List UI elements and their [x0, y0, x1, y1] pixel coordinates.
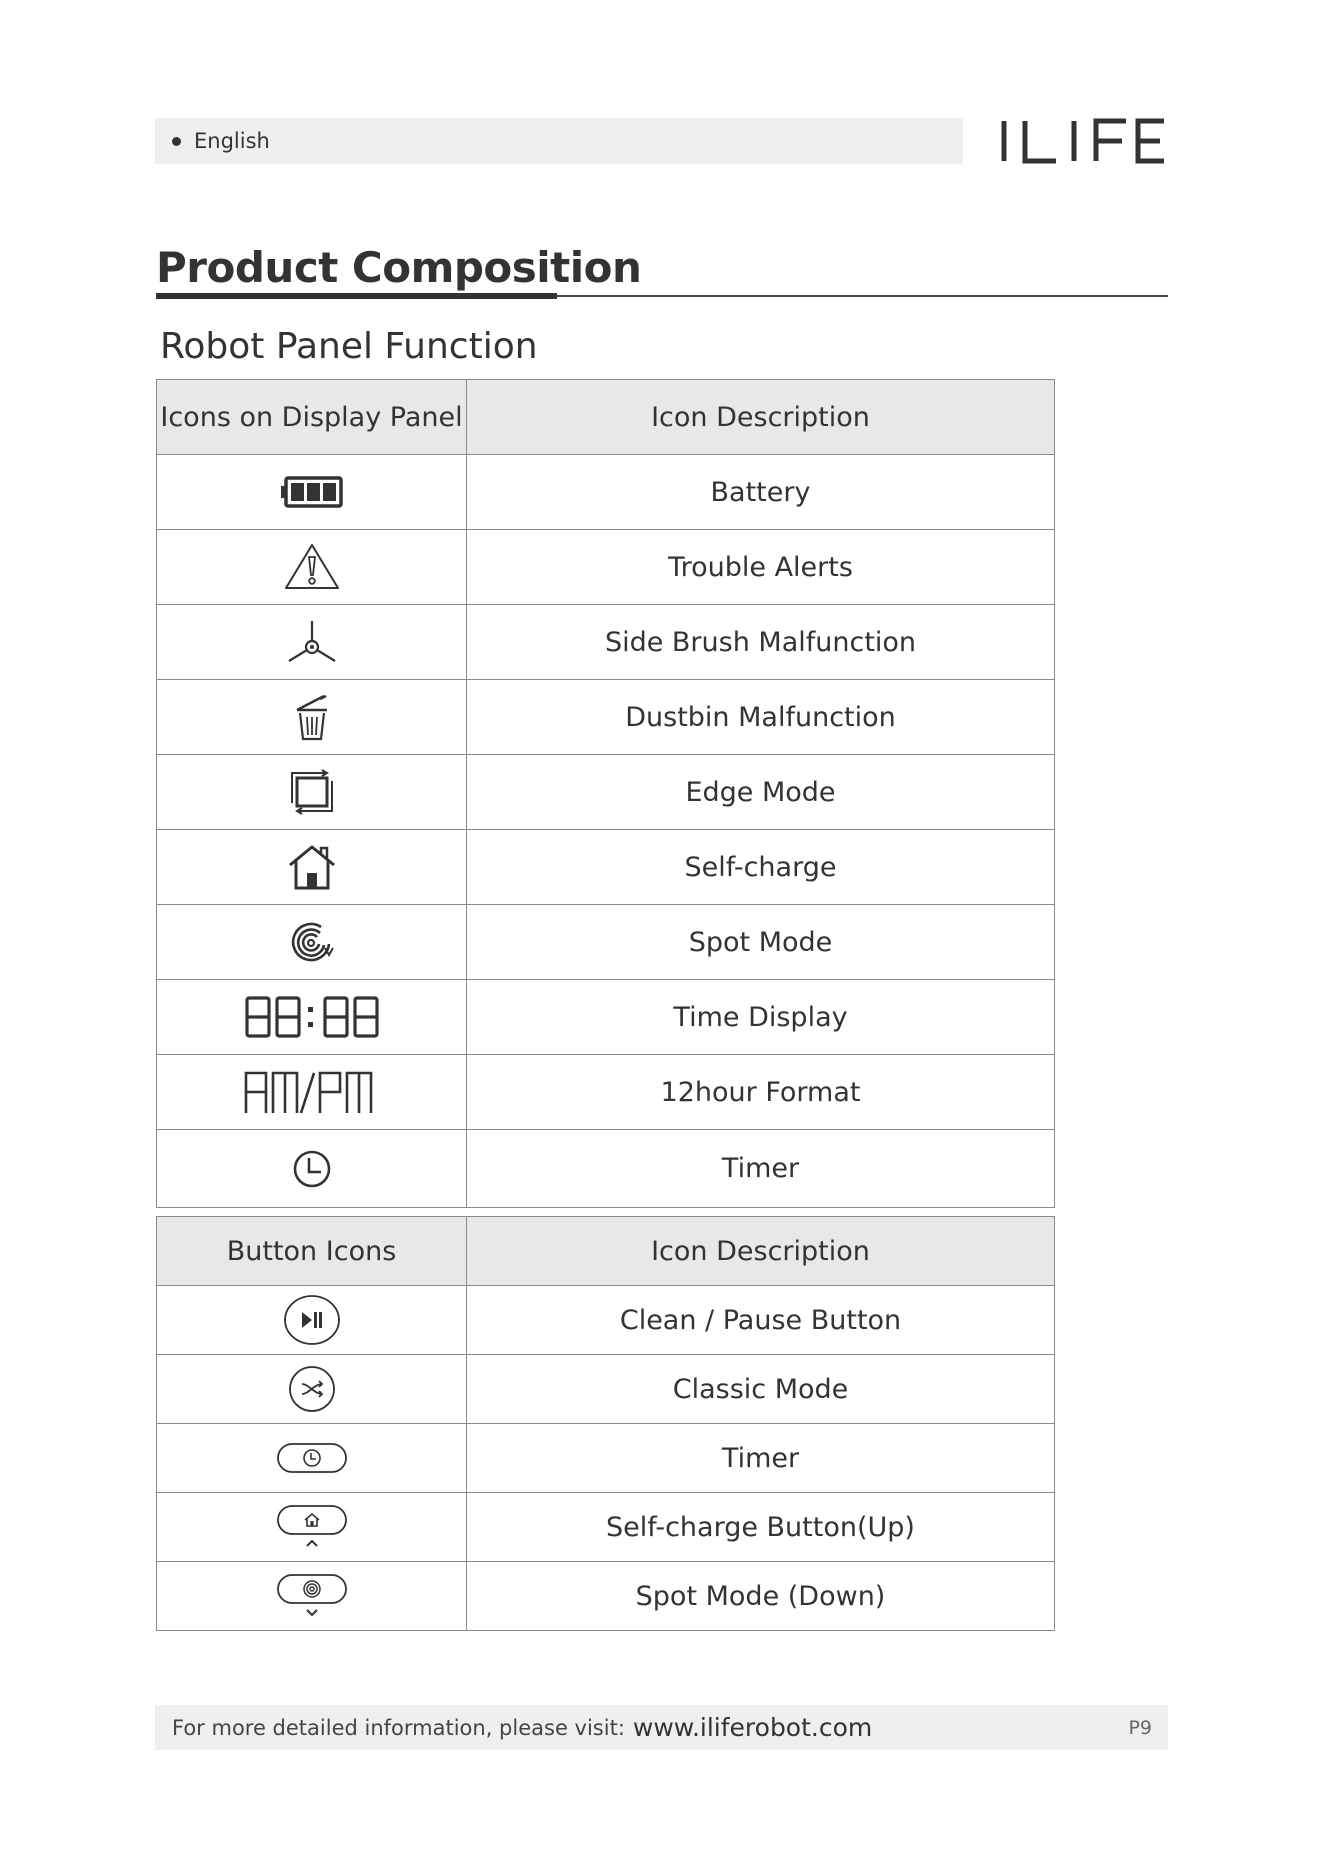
side-brush-icon [286, 619, 338, 665]
table-row [157, 455, 1055, 530]
home-up-button-icon [276, 1504, 348, 1550]
display-panel-table [156, 379, 1055, 1208]
column-header: Icon Description [467, 380, 1055, 455]
row-description: 12hour Format [467, 1055, 1055, 1130]
footer-bar [155, 1705, 1168, 1750]
table-row [157, 1130, 1055, 1208]
row-description: Classic Mode [467, 1355, 1055, 1424]
table-row [157, 1493, 1055, 1562]
column-header: Icons on Display Panel [157, 380, 467, 455]
table-row [157, 830, 1055, 905]
table-row [157, 1424, 1055, 1493]
row-description: Trouble Alerts [467, 530, 1055, 605]
spot-down-button-icon [276, 1573, 348, 1619]
table-row [157, 605, 1055, 680]
column-header: Icon Description [467, 1217, 1055, 1286]
row-description: Side Brush Malfunction [467, 605, 1055, 680]
column-header: Button Icons [157, 1217, 467, 1286]
row-description: Self-charge [467, 830, 1055, 905]
segment-clock-icon [245, 995, 379, 1039]
table-row [157, 1562, 1055, 1631]
ilife-logo [998, 116, 1168, 166]
dustbin-icon [292, 693, 332, 741]
edge-mode-icon [288, 769, 336, 815]
am-pm-icon [244, 1070, 380, 1114]
website-link[interactable]: www.iliferobot.com [632, 1713, 873, 1742]
language-label: English [194, 129, 270, 153]
table-header-row [157, 380, 1055, 455]
shuffle-button-icon [287, 1364, 337, 1414]
table-row [157, 1355, 1055, 1424]
row-description: Edge Mode [467, 755, 1055, 830]
section-title: Product Composition [156, 243, 642, 292]
footer-text: For more detailed information, please visit: [172, 1715, 625, 1740]
table-row [157, 980, 1055, 1055]
warning-triangle-icon [283, 542, 341, 592]
table-row [157, 1055, 1055, 1130]
row-description: Battery [467, 455, 1055, 530]
bullet-icon [172, 137, 181, 146]
row-description: Time Display [467, 980, 1055, 1055]
table-row [157, 530, 1055, 605]
language-bar [155, 118, 963, 164]
page-number: P9 [1128, 1716, 1152, 1739]
row-description: Spot Mode (Down) [467, 1562, 1055, 1631]
table-row [157, 1286, 1055, 1355]
table-row [157, 755, 1055, 830]
table-row [157, 680, 1055, 755]
row-description: Spot Mode [467, 905, 1055, 980]
play-pause-button-icon [282, 1294, 342, 1346]
row-description: Timer [467, 1424, 1055, 1493]
row-description: Timer [467, 1130, 1055, 1208]
battery-icon [281, 476, 343, 508]
row-description: Dustbin Malfunction [467, 680, 1055, 755]
timer-button-icon [276, 1442, 348, 1474]
table-row [157, 905, 1055, 980]
row-description: Clean / Pause Button [467, 1286, 1055, 1355]
button-icons-table [156, 1216, 1055, 1631]
row-description: Self-charge Button(Up) [467, 1493, 1055, 1562]
spiral-icon [288, 918, 336, 966]
table-header-row [157, 1217, 1055, 1286]
house-icon [287, 843, 337, 891]
title-underline [156, 293, 557, 299]
subtitle: Robot Panel Function [160, 326, 538, 367]
clock-icon [292, 1149, 332, 1189]
